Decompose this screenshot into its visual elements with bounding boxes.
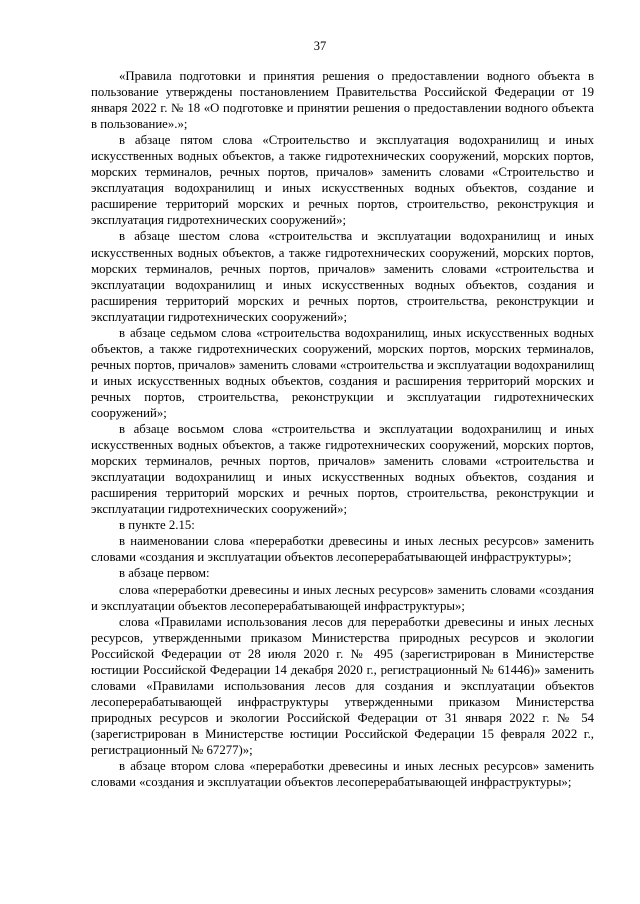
paragraph-abzats-1-heading: в абзаце первом: <box>119 566 210 581</box>
paragraph-abzats-6: в абзаце шестом слова «строительства и эксплуатации водохранилищ и иных искусственных водных объектов, а также гидротехнических сооружений, морских портов, морских терминалов, речных портов, причалов» заменить словами «строительства и эксплуатации водохранилищ и иных искусственных водных объектов, создания и расширения территорий морских и речных портов, строительства, реконструкции и эксплуатации гидротехнических сооружений»; <box>91 229 594 324</box>
paragraph-rules-quote: «Правила подготовки и принятия решения о предоставлении водного объекта в пользование утверждены постановлением Правительства Российской Федерации от 19 января 2022 г. № 18 «О подготовке и принятии решения о предоставлении водного объекта в пользование».»; <box>91 69 594 132</box>
paragraph-slova-pravilami: слова «Правилами использования лесов для переработки древесины и иных лесных ресурсов, утвержденными приказом Министерства природных ресурсов и экологии Российской Федерации от 28 июля 2020 г. № 495 (зарегистрирован в Министерстве юстиции Российской Федерации 14 декабря 2020 г., регистрационный № 61446)» заменить словами «Правилами использования лесов для создания и эксплуатации объектов лесоперерабатывающей инфраструктуры утвержденными приказом Министерства природных ресурсов и экологии Российской Федерации от 31 января 2022 г. № 54 (зарегистрирован в Министерстве юстиции Российской Федерации 15 февраля 2022 г., регистрационный № 67277)»; <box>91 614 594 757</box>
document-body <box>91 68 594 790</box>
paragraph-abzats-8: в абзаце восьмом слова «строительства и эксплуатации водохранилищ и иных искусственных водных объектов, а также гидротехнических сооружений, морских портов, морских терминалов, речных портов, причалов» заменить словами «строительства и эксплуатации водохранилищ и иных искусственных водных объектов, создания и расширения территорий морских и речных портов, строительства, реконструкции и эксплуатации гидротехнических сооружений»; <box>91 422 594 517</box>
page-number: 37 <box>313 39 327 53</box>
paragraph-naimenovanie: в наименовании слова «переработки древесины и иных лесных ресурсов» заменить словами «создания и эксплуатации объектов лесоперерабатывающей инфраструктуры»; <box>91 534 594 565</box>
paragraph-abzats-7: в абзаце седьмом слова «строительства водохранилищ, иных искусственных водных объектов, а также гидротехнических сооружений, морских портов, морских терминалов, речных портов, причалов» заменить словами «строительства и эксплуатации водохранилищ и иных искусственных водных объектов, создания и расширения территорий морских и речных портов, строительства, реконструкции и эксплуатации гидротехнических сооружений»; <box>91 325 594 420</box>
paragraph-slova-pererabotki: слова «переработки древесины и иных лесных ресурсов» заменить словами «создания и эксплуатации объектов лесоперерабатывающей инфраструктуры»; <box>91 582 594 613</box>
paragraph-abzats-2: в абзаце втором слова «переработки древесины и иных лесных ресурсов» заменить словами «создания и эксплуатации объектов лесоперерабатывающей инфраструктуры»; <box>91 759 594 790</box>
paragraph-punkt-2-15: в пункте 2.15: <box>119 518 195 533</box>
paragraph-abzats-5: в абзаце пятом слова «Строительство и эксплуатация водохранилищ и иных искусственных водных объектов, а также гидротехнических сооружений, морских портов, морских терминалов, речных портов, причалов» заменить словами «Строительство и эксплуатация водохранилищ и иных искусственных водных объектов, создание и расширение территорий морских и речных портов, строительство, реконструкция и эксплуатация гидротехнических сооружений»; <box>91 133 594 228</box>
